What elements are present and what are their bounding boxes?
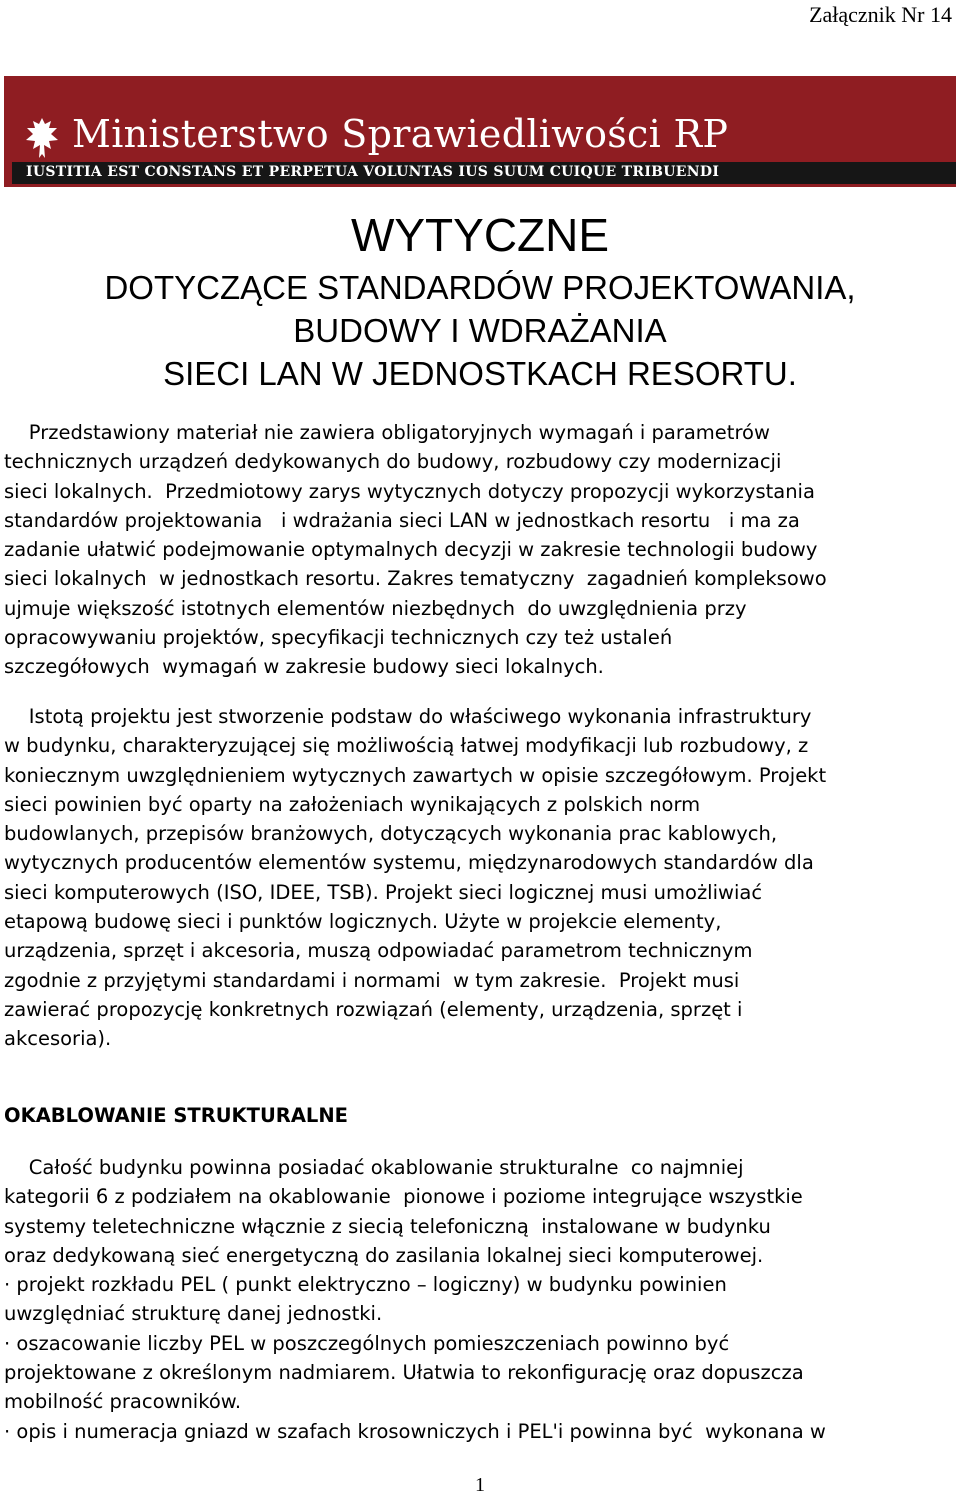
text-line: koniecznym uwzględnieniem wytycznych zawartych w opisie szczegółowym. Projekt (4, 763, 827, 787)
text-line: sieci lokalnych w jednostkach resortu. Zakres tematyczny zagadnień kompleksowo (4, 567, 827, 591)
text-line: oraz dedykowaną sieć energetyczną do zasilania lokalnej sieci komputerowej. (4, 1243, 764, 1267)
subtitle-line-1: DOTYCZĄCE STANDARDÓW PROJEKTOWANIA, (104, 269, 856, 306)
subtitle-line-3: SIECI LAN W JEDNOSTKACH RESORTU. (163, 355, 797, 392)
attachment-label: Załącznik Nr 14 (809, 2, 952, 27)
text-line: wytycznych producentów elementów systemu, międzynarodowych standardów dla (4, 851, 814, 875)
eagle-emblem-icon (24, 116, 60, 162)
text-line: akcesoria). (4, 1027, 112, 1051)
document-title (0, 208, 960, 262)
ministry-name: Ministerstwo Sprawiedliwości RP (72, 112, 729, 156)
intro-paragraph (4, 418, 956, 682)
text-line: etapową budowę sieci i punktów logicznych. Użyte w projekcie elementy, (4, 910, 722, 934)
text-line: Całość budynku powinna posiadać okablowanie strukturalne co najmniej (4, 1156, 744, 1179)
text-line: szczegółowych wymagań w zakresie budowy sieci lokalnych. (4, 655, 604, 679)
bullet-line: · projekt rozkładu PEL ( punkt elektryczno – logiczny) w budynku powinien (4, 1273, 727, 1297)
text-line: standardów projektowania i wdrażania sieci LAN w jednostkach resortu i ma za (4, 508, 800, 532)
text-line: budowlanych, przepisów branżowych, dotyczących wykonania prac kablowych, (4, 822, 778, 846)
subtitle-line-2: BUDOWY I WDRAŻANIA (293, 312, 667, 349)
section-heading: OKABLOWANIE STRUKTURALNE (4, 1104, 348, 1127)
text-line: zawierać propozycję konkretnych rozwiązań (elementy, urządzenia, sprzęt i (4, 997, 743, 1021)
text-line: mobilność pracowników. (4, 1390, 242, 1414)
text-line: systemy teletechniczne włącznie z siecią telefoniczną instalowane w budynku (4, 1214, 771, 1238)
motto-text: IUSTITIA EST CONSTANS ET PERPETUA VOLUNTAS IUS SUUM CUIQUE TRIBUENDI (26, 164, 720, 180)
page-number: 1 (475, 1474, 485, 1496)
bullet-line: · oszacowanie liczby PEL w poszczególnych pomieszczeniach powinno być (4, 1331, 730, 1355)
text-line: Przedstawiony materiał nie zawiera obligatoryjnych wymagań i parametrów (4, 421, 770, 444)
text-line: sieci komputerowych (ISO, IDEE, TSB). Projekt sieci logicznej musi umożliwiać (4, 880, 763, 904)
cabling-paragraph (4, 1153, 956, 1446)
ministry-banner (4, 76, 956, 187)
text-line: sieci lokalnych. Przedmiotowy zarys wytycznych dotyczy propozycji wykorzystania (4, 479, 815, 503)
text-line: zgodnie z przyjętymi standardami i normami w tym zakresie. Projekt musi (4, 968, 740, 992)
text-line: w budynku, charakteryzującej się możliwością łatwej modyfikacji lub rozbudowy, z (4, 734, 809, 758)
text-line: projektowane z określonym nadmiarem. Ułatwia to rekonfigurację oraz dopuszcza (4, 1361, 804, 1385)
text-line: sieci powinien być oparty na założeniach wynikających z polskich norm (4, 792, 701, 816)
text-line: uwzględniać strukturę danej jednostki. (4, 1302, 383, 1326)
title-main: WYTYCZNE (350, 209, 610, 261)
text-line: ujmuje większość istotnych elementów niezbędnych do uwzględnienia przy (4, 596, 747, 620)
bullet-line: · opis i numeracja gniazd w szafach krosowniczych i PEL'i powinna być wykonana w (4, 1419, 826, 1443)
text-line: opracowywaniu projektów, specyfikacji technicznych czy też ustaleń (4, 626, 673, 650)
text-line: zadanie ułatwić podejmowanie optymalnych decyzji w zakresie technologii budowy (4, 538, 818, 562)
text-line: urządzenia, sprzęt i akcesoria, muszą odpowiadać parametrom technicznym (4, 939, 753, 963)
essence-paragraph (4, 702, 956, 1054)
text-line: Istotą projektu jest stworzenie podstaw do właściwego wykonania infrastruktury (4, 705, 812, 728)
text-line: technicznych urządzeń dedykowanych do budowy, rozbudowy czy modernizacji (4, 450, 782, 474)
text-line: kategorii 6 z podziałem na okablowanie pionowe i poziome integrujące wszystkie (4, 1185, 803, 1209)
